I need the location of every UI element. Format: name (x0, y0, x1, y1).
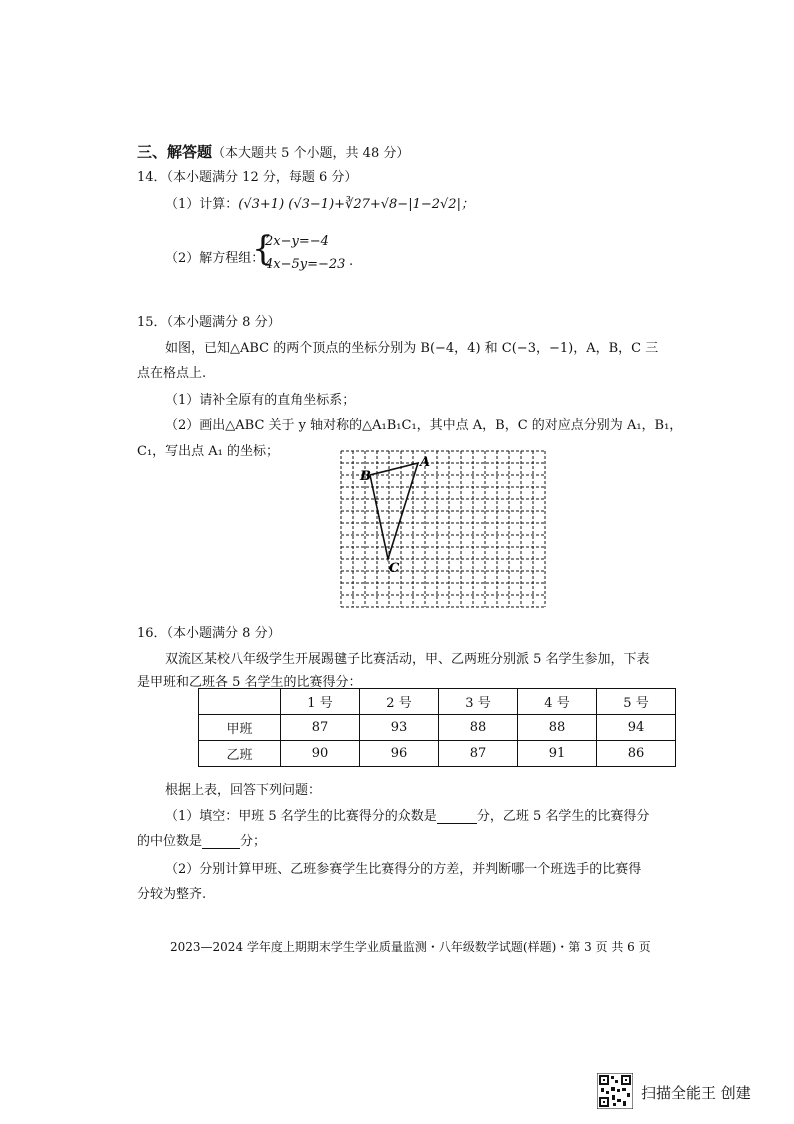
table-cell: 88 (518, 715, 597, 741)
table-header-cell: 1 号 (281, 689, 360, 715)
table-cell: 乙班 (199, 741, 281, 767)
table-row (199, 715, 676, 741)
q16-ask: 根据上表，回答下列问题： (165, 783, 322, 798)
score-table (198, 688, 676, 767)
q14-eq2: 4x−5y=−23 (265, 257, 346, 272)
q15-line2: 点在格点上. (137, 366, 207, 381)
table-header-cell: 2 号 (360, 689, 439, 715)
watermark-text: 扫描全能王 创建 (641, 1084, 751, 1102)
q16-intro2: 是甲班和乙班各 5 名学生的比赛得分： (137, 675, 362, 690)
q14-part2-label: （2）解方程组： (165, 251, 265, 266)
table-cell: 90 (281, 741, 360, 767)
system-brace: { (252, 229, 274, 269)
q16-intro1: 双流区某校八年级学生开展踢毽子比赛活动，甲、乙两班分别派 5 名学生参加，下表 (165, 652, 650, 667)
q14-eq-end: . (349, 254, 354, 269)
table-cell: 88 (439, 715, 518, 741)
q15-part2-line1: （2）画出△ABC 关于 y 轴对称的△A₁B₁C₁，其中点 A，B，C 的对应点分别为 A₁，B₁， (165, 418, 683, 433)
table-cell: 96 (360, 741, 439, 767)
q15-part1: （1）请补全原有的直角坐标系； (165, 393, 356, 408)
q15-line1: 如图，已知△ABC 的两个顶点的坐标分别为 B(−4，4) 和 C(−3，−1)，A，B，C 三 (165, 341, 659, 356)
table-header-cell: 3 号 (439, 689, 518, 715)
q16-part1-line2: 的中位数是 分； (137, 834, 267, 849)
page-footer: 2023—2024 学年度上期期末学生学业质量监测・八年级数学试题(样题)・第 3 页 共 6 页 (170, 940, 651, 954)
q16-part2-line2: 分较为整齐. (137, 887, 207, 902)
table-cell: 91 (518, 741, 597, 767)
answer-blank-mode[interactable] (437, 809, 477, 824)
qr-code-icon (597, 1073, 633, 1109)
q16-part1-line1: （1）填空：甲班 5 名学生的比赛得分的众数是 分，乙班 5 名学生的比赛得分 (165, 809, 650, 824)
answer-blank-median[interactable] (202, 834, 240, 849)
q16-part2-line1: （2）分别计算甲班、乙班参赛学生比赛得分的方差，并判断哪一个班选手的比赛得 (165, 862, 642, 877)
label-c: C (389, 561, 400, 576)
table-header-cell: 4 号 (518, 689, 597, 715)
table-cell: 86 (597, 741, 676, 767)
section-title: 三、解答题（本大题共 5 个小题，共 48 分） (137, 143, 410, 161)
q15-header: 15．（本小题满分 8 分） (137, 315, 281, 330)
table-cell: 87 (281, 715, 360, 741)
table-row (199, 741, 676, 767)
table-cell: 93 (360, 715, 439, 741)
label-b: B (360, 469, 371, 484)
grid-figure (336, 446, 550, 610)
table-cell: 94 (597, 715, 676, 741)
label-a: A (420, 455, 431, 470)
q14-eq1: 2x−y=−4 (265, 234, 329, 249)
table-cell: 87 (439, 741, 518, 767)
table-header-row (199, 689, 676, 715)
table-header-cell: 5 号 (597, 689, 676, 715)
table-header-cell (199, 689, 281, 715)
q14-part1: （1）计算：(√3+1) (√3−1)+∛27+√8−|1−2√2|； (165, 197, 474, 212)
q15-part2-line2: C₁，写出点 A₁ 的坐标； (137, 444, 280, 459)
q14-header: 14．（本小题满分 12 分，每题 6 分） (137, 170, 358, 185)
table-cell: 甲班 (199, 715, 281, 741)
q16-header: 16．（本小题满分 8 分） (137, 626, 281, 641)
